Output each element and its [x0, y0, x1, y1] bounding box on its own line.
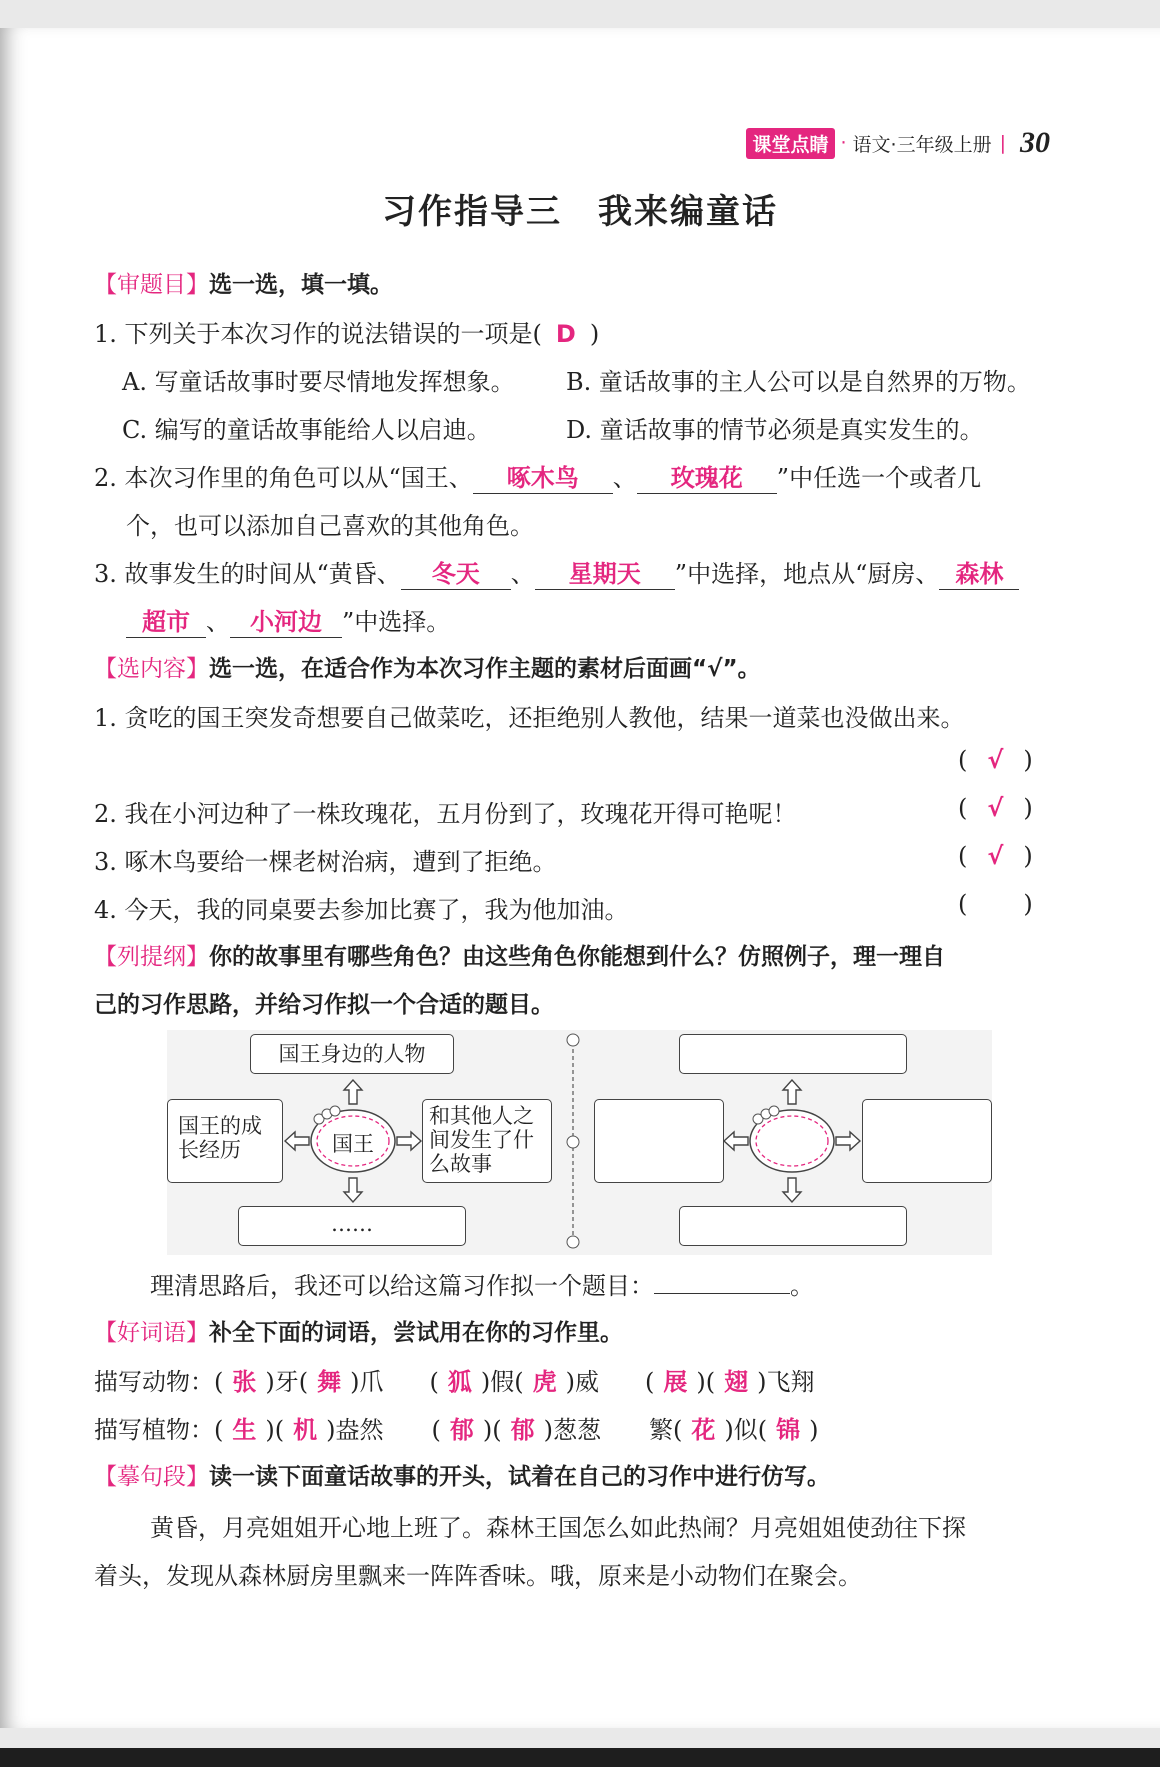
- diagram-left-box: 国王的成长经历: [167, 1099, 283, 1183]
- diagram-connectors: [167, 1030, 992, 1255]
- plants-row: 描写植物：( 生 )( 机 )盎然 ( 郁 )( 郁 )葱葱 繁( 花 )似( 锦 ): [94, 1410, 818, 1445]
- word-blank: 生: [232, 1416, 257, 1444]
- story-paragraph-line-1: 黄昏，月亮姐姐开心地上班了。森林王国怎么如此热闹？月亮姐姐使劲往下探: [150, 1514, 966, 1542]
- q3-blank-4: 超市: [126, 602, 206, 638]
- word-blank: 机: [293, 1416, 318, 1444]
- section-tag: 【列提纲】: [94, 944, 209, 970]
- animals-label: 描写动物：: [94, 1368, 214, 1396]
- word-blank: 虎: [532, 1368, 557, 1396]
- section-content-header: [94, 650, 761, 683]
- diagram-right-box: 和其他人之间发生了什么故事: [422, 1099, 552, 1183]
- check-mark-3: √: [987, 842, 1004, 870]
- title-blank[interactable]: [654, 1293, 790, 1294]
- animals-row: 描写动物：( 张 )牙( 舞 )爪 ( 狐 )假( 虎 )威 ( 展 )( 翅 )飞翔: [94, 1362, 814, 1397]
- section-words-header: [94, 1314, 623, 1347]
- q3-blank-2: 星期天: [535, 554, 675, 590]
- option-a: A. 写童话故事时要尽情地发挥想象。: [122, 368, 515, 396]
- title-prompt-text: 理清思路后，我还可以给这篇习作拟一个题目：: [150, 1272, 654, 1300]
- section-instruction: 你的故事里有哪些角色？由这些角色你能想到什么？仿照例子，理一理自: [209, 944, 945, 970]
- material-item-2: 2. 我在小河边种了一株玫瑰花，五月份到了，玫瑰花开得可艳呢！: [94, 800, 797, 828]
- section-instruction: 补全下面的词语，尝试用在你的习作里。: [209, 1320, 623, 1346]
- q2-pre: 2. 本次习作里的角色可以从“国王、: [94, 464, 473, 492]
- q1-answer: D: [555, 320, 576, 348]
- option-c: C. 编写的童话故事能给人以启迪。: [122, 416, 491, 444]
- page-header: [746, 126, 1050, 160]
- plants-label: 描写植物：: [94, 1416, 214, 1444]
- option-b: B. 童话故事的主人公可以是自然界的万物。: [566, 368, 1031, 396]
- section-imitate-header: [94, 1458, 830, 1491]
- diagram-top-box: 国王身边的人物: [250, 1034, 454, 1074]
- check-paren-4: ( ): [958, 890, 1033, 918]
- word-blank: 舞: [317, 1368, 342, 1396]
- section-tag: 【摹句段】: [94, 1464, 209, 1490]
- check-mark-1: √: [987, 746, 1004, 774]
- question-2: [94, 458, 981, 494]
- title-prompt: [150, 1266, 814, 1301]
- header-dot: ·: [840, 132, 847, 154]
- q2-line2: 个，也可以添加自己喜欢的其他角色。: [126, 512, 534, 540]
- page-number: 30: [1020, 126, 1050, 159]
- word-blank: 郁: [510, 1416, 535, 1444]
- q3-post: ”中选择。: [342, 608, 451, 636]
- question-3: [94, 554, 1019, 590]
- q3-blank-1: 冬天: [401, 554, 511, 590]
- q2-sep: 、: [612, 464, 637, 492]
- q3-blank-5: 小河边: [230, 602, 342, 638]
- section-tag: 【选内容】: [94, 656, 209, 682]
- word-blank: 花: [691, 1416, 716, 1444]
- q3-mid: ”中选择，地点从“厨房、: [674, 560, 940, 588]
- word-blank: 张: [232, 1368, 257, 1396]
- diagram-bottom-box: ……: [238, 1206, 466, 1246]
- section-tag: 【审题目】: [94, 272, 209, 298]
- q1-stem: 1. 下列关于本次习作的说法错误的一项是(: [94, 320, 542, 348]
- diagram-center-label: 国王: [332, 1132, 374, 1156]
- word-blank: 翅: [724, 1368, 749, 1396]
- option-d: D. 童话故事的情节必须是真实发生的。: [566, 416, 984, 444]
- section-instruction: 选一选，填一填。: [209, 272, 393, 298]
- q1-close: ): [589, 320, 600, 348]
- word-blank: 锦: [776, 1416, 801, 1444]
- section-instruction: 读一读下面童话故事的开头，试着在自己的习作中进行仿写。: [209, 1464, 830, 1490]
- q3-blank-3: 森林: [939, 554, 1019, 590]
- bottom-bar: [0, 1748, 1160, 1767]
- q3-line2: 超市 、 小河边 ”中选择。: [126, 602, 450, 638]
- check-paren-2: ( √ ): [958, 794, 1033, 822]
- header-bar: |: [999, 132, 1006, 154]
- word-blank: 狐: [447, 1368, 472, 1396]
- header-badge: 课堂点睛: [746, 128, 834, 159]
- header-subject: 语文·三年级上册: [852, 133, 992, 156]
- q3-sep: 、: [510, 560, 535, 588]
- section-tag: 【好词语】: [94, 1320, 209, 1346]
- page-title: 习作指导三 我来编童话: [382, 192, 778, 232]
- material-item-1: 1. 贪吃的国王突发奇想要自己做菜吃，还拒绝别人教他，结果一道菜也没做出来。: [94, 704, 965, 732]
- question-1: [94, 314, 599, 349]
- check-mark-2: √: [987, 794, 1004, 822]
- material-item-3: 3. 啄木鸟要给一棵老树治病，遭到了拒绝。: [94, 848, 557, 876]
- word-blank: 展: [663, 1368, 688, 1396]
- section-instruction: 选一选，在适合作为本次习作主题的素材后面画“√”。: [209, 656, 761, 682]
- material-item-4: 4. 今天，我的同桌要去参加比赛了，我为他加油。: [94, 896, 629, 924]
- q2-blank-2: 玫瑰花: [637, 458, 777, 494]
- q3-pre: 3. 故事发生的时间从“黄昏、: [94, 560, 401, 588]
- section-review-header: [94, 266, 393, 299]
- section-outline-instruction-2: 己的习作思路，并给习作拟一个合适的题目。: [94, 992, 554, 1018]
- q2-blank-1: 啄木鸟: [473, 458, 613, 494]
- section-outline-header: [94, 938, 945, 971]
- q2-post: ”中任选一个或者几: [776, 464, 982, 492]
- check-paren-1: ( √ ): [958, 746, 1033, 774]
- check-paren-3: ( √ ): [958, 842, 1033, 870]
- word-blank: 郁: [449, 1416, 474, 1444]
- title-end: 。: [790, 1272, 814, 1300]
- story-paragraph-line-2: 着头，发现从森林厨房里飘来一阵阵香味。哦，原来是小动物们在聚会。: [94, 1562, 862, 1590]
